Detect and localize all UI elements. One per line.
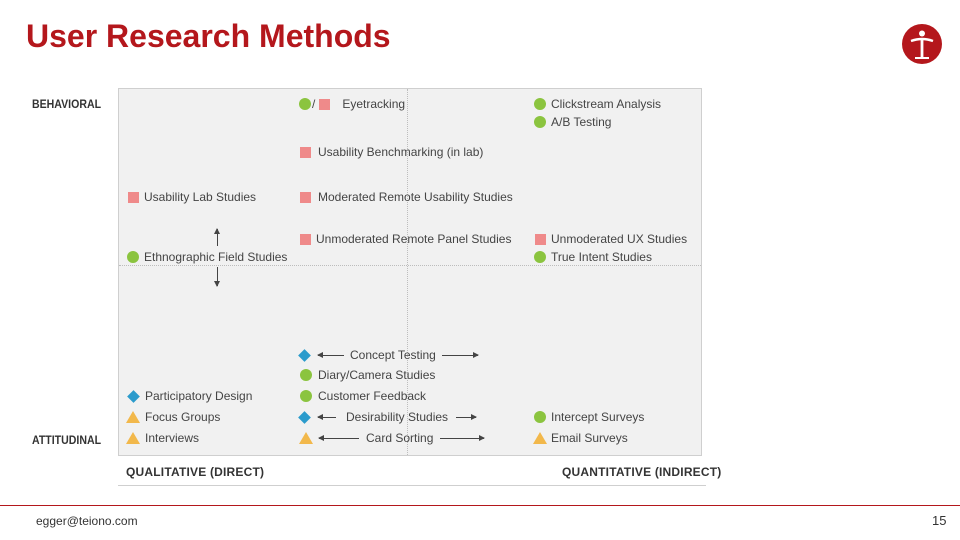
method-clickstream-analysis [534,96,661,112]
arrow-down-icon [217,267,218,286]
square-marker-icon [300,234,311,245]
axis-label-qualitative: QUALITATIVE (DIRECT) [126,465,265,479]
logo-icon [902,24,942,64]
triangle-marker-icon [299,432,313,444]
square-marker-icon [300,192,311,203]
circle-marker-icon [534,411,546,423]
method-label: Usability Lab Studies [144,190,257,204]
circle-marker-icon [300,390,312,402]
method-usability-benchmarking [300,144,483,160]
method-eyetracking: / Eyetracking [299,96,405,112]
arrow-right-icon [442,355,478,356]
square-marker-icon [128,192,139,203]
method-unmoderated-ux-studies [535,231,687,247]
method-label: Participatory Design [145,389,253,403]
method-label: Clickstream Analysis [551,97,662,111]
x-axis-underline [118,485,706,486]
square-marker-icon [535,234,546,245]
circle-marker-icon [534,98,546,110]
circle-marker-icon [127,251,139,263]
method-email-surveys [533,430,628,446]
footer-divider [0,505,960,506]
arrow-left-icon [318,417,336,418]
square-marker-icon [300,147,311,158]
method-label: Unmoderated Remote Panel Studies [316,232,512,246]
method-label: Intercept Surveys [551,410,645,424]
slide-title: User Research Methods [26,18,391,54]
method-label: A/B Testing [551,115,612,129]
method-label: Usability Benchmarking (in lab) [318,145,484,159]
method-label: Desirability Studies [346,410,449,424]
method-label: Unmoderated UX Studies [551,232,688,246]
method-customer-feedback [300,388,426,404]
method-label: Email Surveys [551,431,628,445]
method-usability-lab-studies [128,189,256,205]
circle-marker-icon [300,369,312,381]
axis-label-attitudinal: ATTITUDINAL [32,433,102,447]
axis-label-quantitative: QUANTITATIVE (INDIRECT) [562,465,722,479]
method-ethnographic-field-studies [127,249,287,265]
method-label: Customer Feedback [318,389,427,403]
method-card-sorting [299,430,484,446]
method-label: Moderated Remote Usability Studies [318,190,513,204]
method-label: True Intent Studies [551,250,652,264]
arrow-left-icon [318,355,344,356]
method-label: Interviews [145,431,200,445]
axis-label-behavioral: BEHAVIORAL [32,97,102,111]
arrow-right-icon [456,417,476,418]
method-moderated-remote-usability [300,189,513,205]
arrow-left-icon [319,438,359,439]
triangle-marker-icon [126,432,140,444]
method-label: Concept Testing [350,348,436,362]
method-label: Focus Groups [145,410,221,424]
diamond-marker-icon [298,411,311,424]
method-label: Diary/Camera Studies [318,368,436,382]
method-unmoderated-remote-panel [300,231,511,247]
page-number: 15 [932,513,947,528]
arrow-right-icon [440,438,484,439]
method-label: Eyetracking [342,97,406,111]
square-marker-icon [319,99,330,110]
arrow-up-icon [217,229,218,246]
method-label: Ethnographic Field Studies [144,250,288,264]
circle-marker-icon [534,251,546,263]
diamond-marker-icon [298,349,311,362]
footer-email: egger@teiono.com [36,514,138,528]
method-label: Card Sorting [366,431,434,445]
triangle-marker-icon [126,411,140,423]
method-diary-camera-studies [300,367,435,383]
method-concept-testing [298,347,478,363]
circle-marker-icon [534,116,546,128]
method-desirability-studies [298,409,476,425]
diamond-marker-icon [127,390,140,403]
method-participatory-design [127,388,252,404]
method-true-intent-studies [534,249,652,265]
triangle-marker-icon [533,432,547,444]
method-intercept-surveys [534,409,644,425]
method-focus-groups [126,409,220,425]
horizontal-divider [119,265,701,266]
circle-marker-icon [299,98,311,110]
method-ab-testing [534,114,611,130]
method-interviews [126,430,199,446]
